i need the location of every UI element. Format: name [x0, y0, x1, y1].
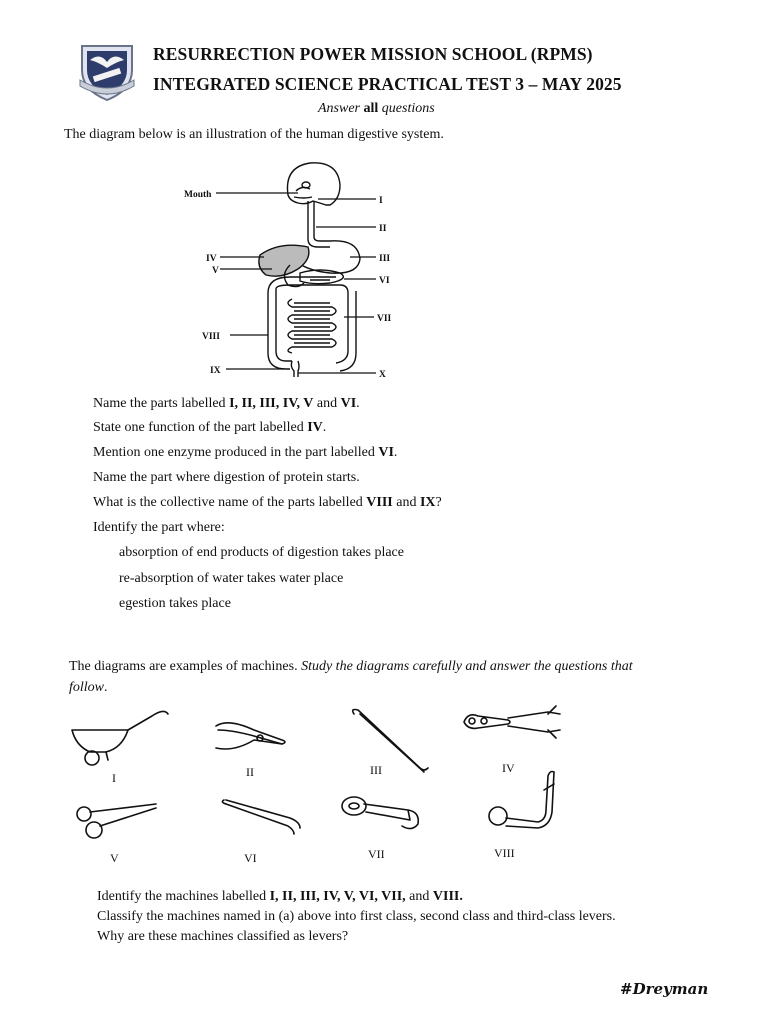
label-V: V — [212, 266, 219, 276]
label-II: II — [379, 224, 387, 234]
digestive-system-diagram — [180, 155, 425, 385]
label-mouth: Mouth — [184, 190, 212, 200]
machine-label-I: I — [112, 771, 116, 785]
machine-label-VI: VI — [244, 851, 257, 865]
q2-question-b: Classify the machines named in (a) above into first class, second class and third-class levers. — [97, 909, 616, 924]
label-VII: VII — [377, 314, 392, 324]
q2-intro-line2: follow. — [69, 680, 108, 695]
q2-intro-line1: The diagrams are examples of machines. Study the diagrams carefully and answer the questions that — [69, 659, 633, 674]
machine-label-IV: IV — [502, 761, 515, 775]
q2-question-a: Identify the machines labelled I, II, III, IV, V, VI, VII, and VIII. — [97, 889, 463, 904]
q1-subitem-ii: re-absorption of water takes water place — [119, 571, 344, 586]
label-IX: IX — [210, 366, 221, 376]
label-X: X — [379, 370, 386, 380]
q1-question-b: State one function of the part labelled IV. — [93, 420, 327, 435]
label-VI: VI — [379, 276, 390, 286]
label-III: III — [379, 254, 391, 264]
machine-label-V: V — [110, 851, 119, 865]
q1-question-c: Mention one enzyme produced in the part labelled VI. — [93, 445, 398, 460]
test-title: INTEGRATED SCIENCE PRACTICAL TEST 3 – MAY 2025 — [153, 74, 622, 94]
q1-question-f: Identify the part where: — [93, 520, 225, 535]
label-VIII: VIII — [202, 332, 220, 342]
q1-intro: The diagram below is an illustration of the human digestive system. — [64, 127, 444, 142]
q1-question-d: Name the part where digestion of protein starts. — [93, 470, 360, 485]
school-title: RESURRECTION POWER MISSION SCHOOL (RPMS) — [153, 44, 593, 64]
machine-label-III: III — [370, 763, 382, 777]
label-IV: IV — [206, 254, 217, 264]
q2-question-c: Why are these machines classified as levers? — [97, 929, 349, 944]
q1-question-e: What is the collective name of the parts labelled VIII and IX? — [93, 495, 442, 510]
label-I: I — [379, 196, 383, 206]
q1-subitem-iii: egestion takes place — [119, 596, 231, 611]
q1-question-a: Name the parts labelled I, II, III, IV, V and VI. — [93, 396, 360, 411]
signature: #Dreyman — [620, 980, 709, 998]
instruction: Answer all questions — [318, 101, 435, 116]
machine-label-II: II — [246, 765, 254, 779]
school-crest-logo — [76, 40, 138, 102]
machine-label-VII: VII — [368, 847, 385, 861]
machine-label-VIII: VIII — [494, 846, 515, 860]
machines-diagram — [68, 700, 578, 868]
q1-subitem-i: absorption of end products of digestion takes place — [119, 545, 404, 560]
